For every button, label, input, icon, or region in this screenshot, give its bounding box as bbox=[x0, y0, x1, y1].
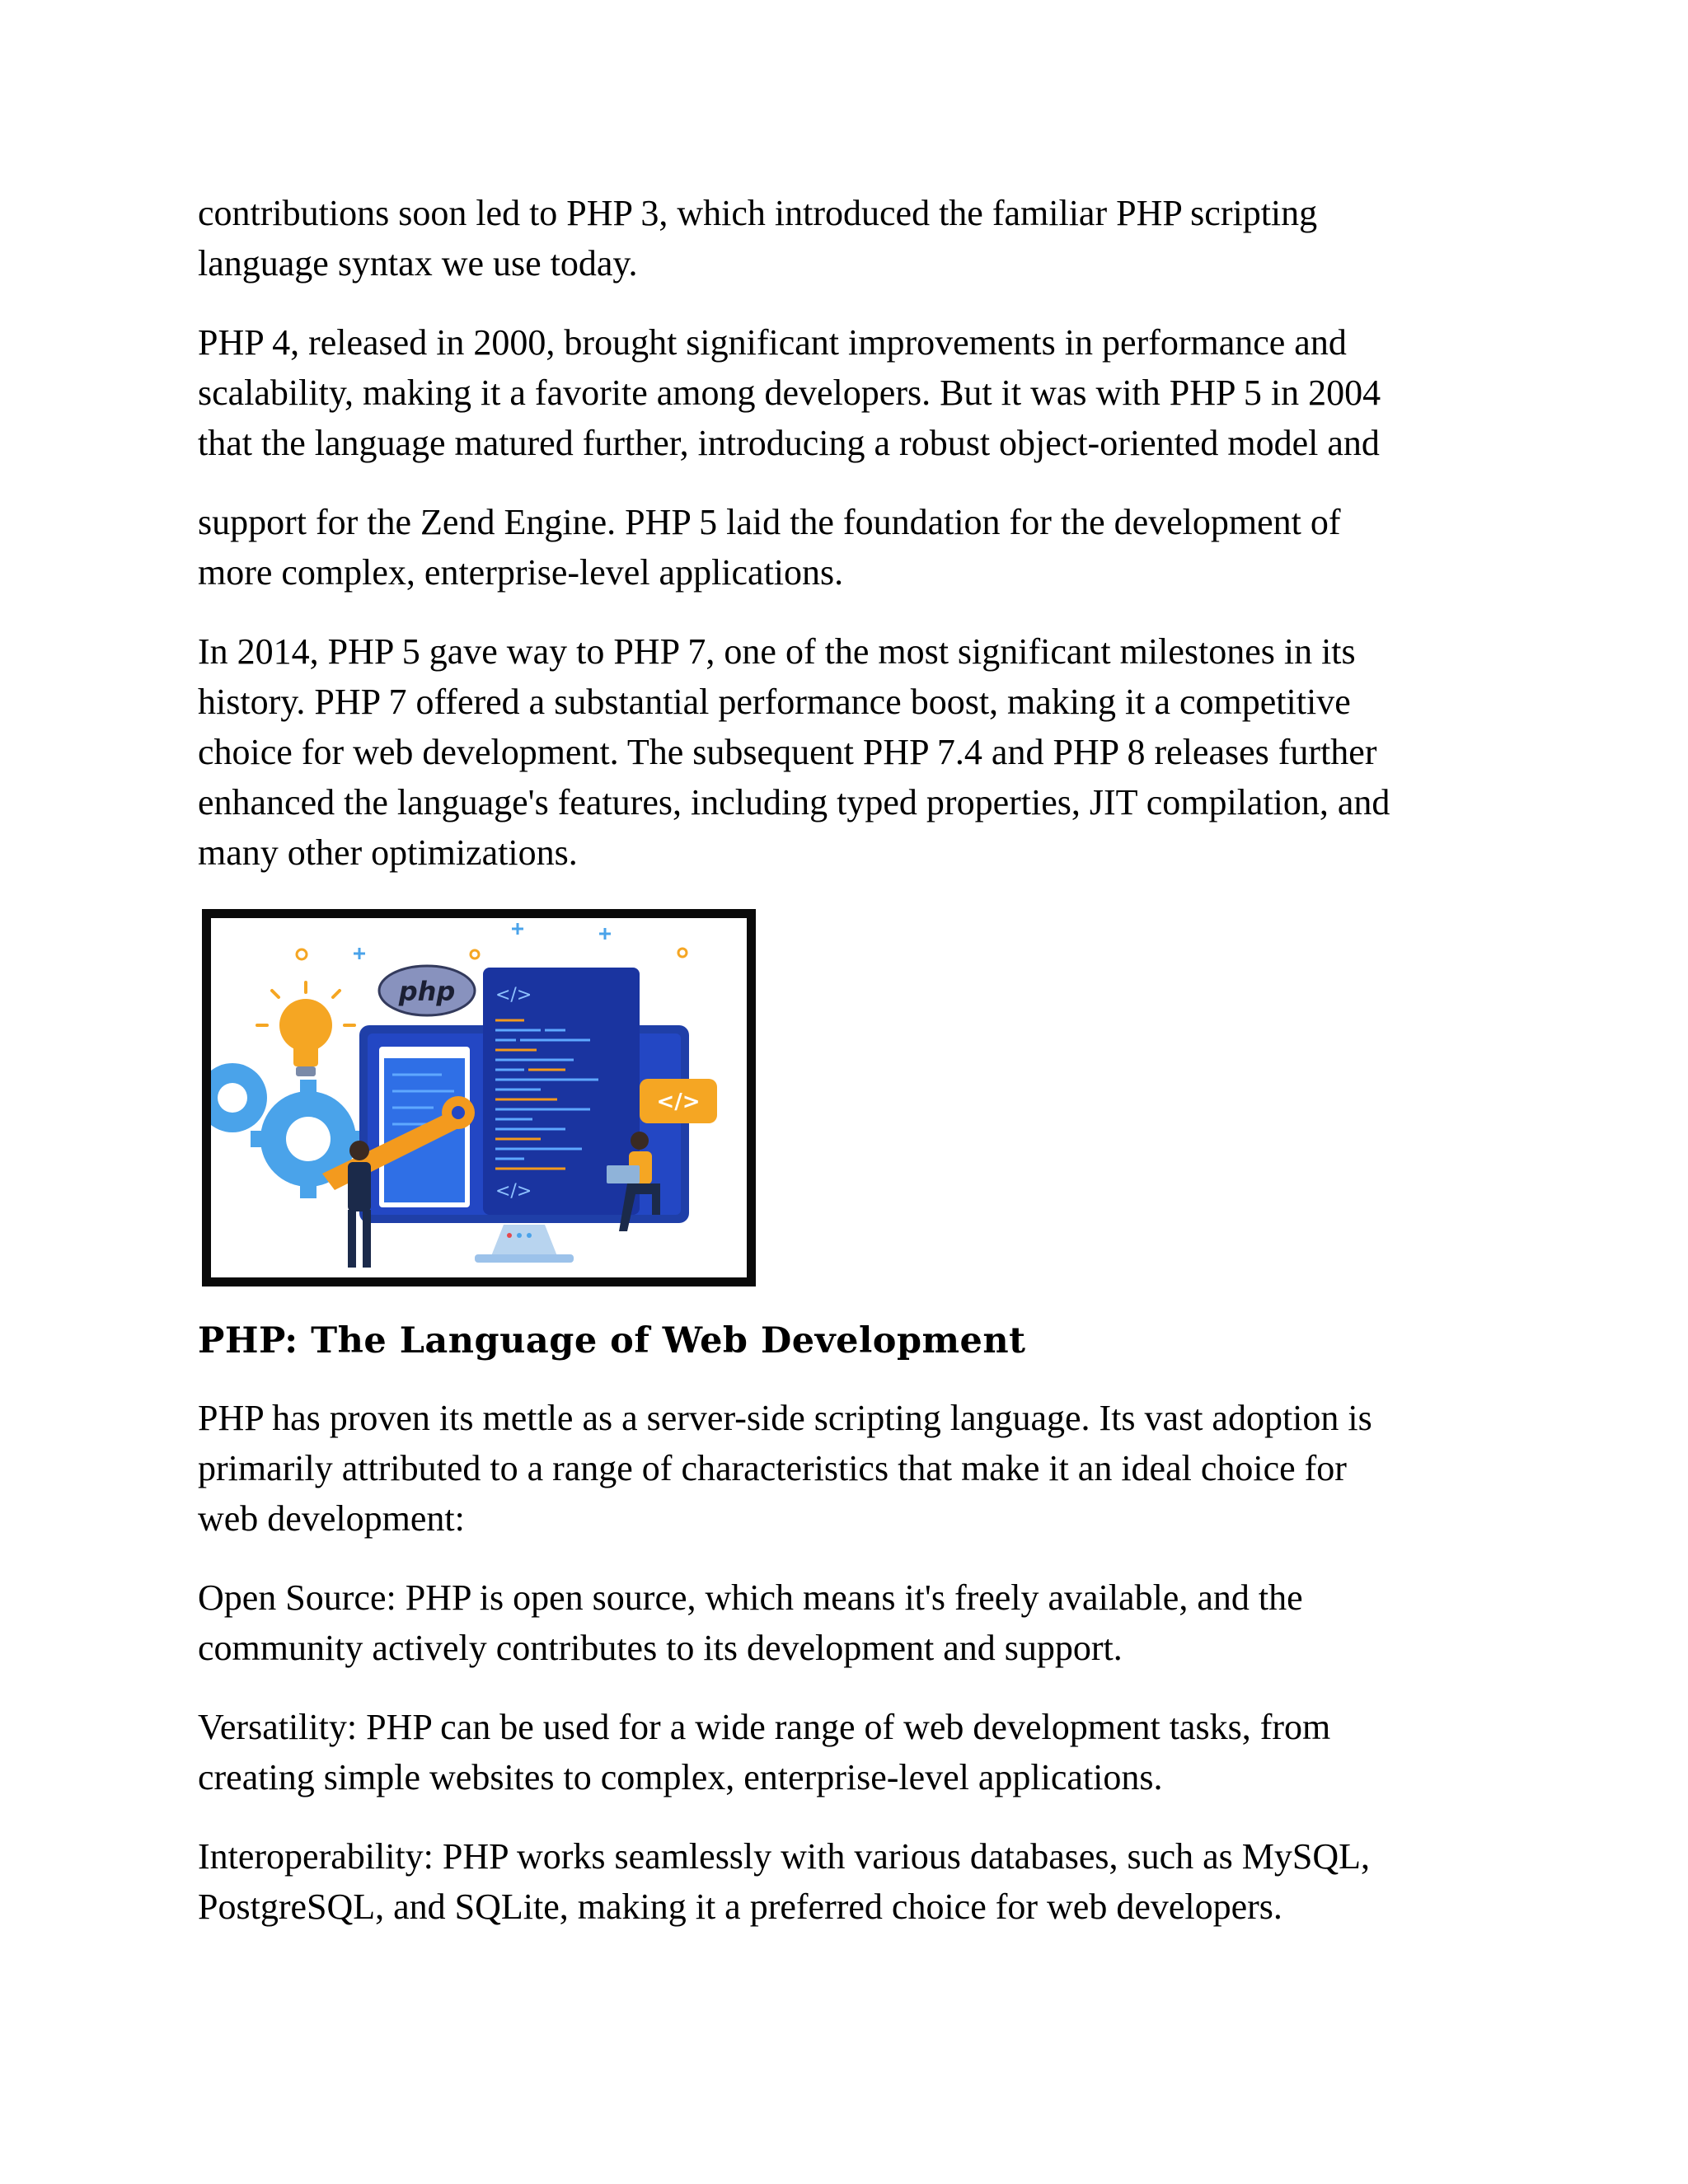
php-logo-text: php bbox=[398, 976, 456, 1007]
text-line: Open Source: PHP is open source, which means it's freely available, and the bbox=[198, 1577, 1303, 1618]
text-line: that the language matured further, introducing a robust object-oriented model and bbox=[198, 423, 1380, 463]
php-logo bbox=[379, 966, 475, 1015]
text-line: choice for web development. The subsequent PHP 7.4 and PHP 8 releases further bbox=[198, 732, 1377, 772]
code-bubble bbox=[640, 1079, 717, 1123]
text-line: creating simple websites to complex, enterprise-level applications. bbox=[198, 1757, 1163, 1797]
paragraph-php3 bbox=[198, 188, 1533, 288]
text-line: PostgreSQL, and SQLite, making it a preferred choice for web developers. bbox=[198, 1886, 1282, 1927]
text-line: Versatility: PHP can be used for a wide range of web development tasks, from bbox=[198, 1707, 1331, 1747]
code-tag-bottom: </> bbox=[495, 1181, 532, 1202]
text-line: support for the Zend Engine. PHP 5 laid the foundation for the development of bbox=[198, 502, 1341, 542]
text-line: scalability, making it a favorite among developers. But it was with PHP 5 in 2004 bbox=[198, 373, 1381, 413]
paragraph-php-overview bbox=[198, 1393, 1533, 1544]
text-line: PHP 4, released in 2000, brought significant improvements in performance and bbox=[198, 322, 1347, 363]
paragraph-open-source bbox=[198, 1572, 1533, 1673]
text-line: In 2014, PHP 5 gave way to PHP 7, one of the most significant milestones in its bbox=[198, 631, 1356, 672]
text-line: community actively contributes to its development and support. bbox=[198, 1628, 1123, 1668]
text-line: history. PHP 7 offered a substantial performance boost, making it a competitive bbox=[198, 682, 1351, 722]
text-line: contributions soon led to PHP 3, which introduced the familiar PHP scripting bbox=[198, 193, 1318, 233]
paragraph-interoperability bbox=[198, 1831, 1533, 1932]
php-development-illustration bbox=[202, 909, 756, 1286]
decoration-plus-signs bbox=[354, 923, 611, 959]
paragraph-versatility bbox=[198, 1702, 1533, 1802]
text-line: language syntax we use today. bbox=[198, 243, 638, 284]
lightbulb-icon bbox=[257, 982, 354, 1076]
illustration-svg bbox=[211, 918, 747, 1277]
section-heading: PHP: The Language of Web Development bbox=[198, 1320, 1026, 1361]
code-tag-top: </> bbox=[495, 985, 532, 1005]
code-bubble-text: </> bbox=[656, 1090, 701, 1114]
paragraph-php4-php5 bbox=[198, 317, 1533, 468]
text-line: Interoperability: PHP works seamlessly with various databases, such as MySQL, bbox=[198, 1836, 1371, 1877]
text-line: many other optimizations. bbox=[198, 832, 578, 873]
text-line: enhanced the language's features, including typed properties, JIT compilation, and bbox=[198, 782, 1390, 823]
paragraph-zend-engine bbox=[198, 497, 1533, 598]
text-line: primarily attributed to a range of characteristics that make it an ideal choice for bbox=[198, 1448, 1347, 1488]
paragraph-php7 bbox=[198, 626, 1533, 878]
text-line: more complex, enterprise-level applications. bbox=[198, 552, 844, 593]
text-line: web development: bbox=[198, 1498, 465, 1539]
text-line: PHP has proven its mettle as a server-side scripting language. Its vast adoption is bbox=[198, 1398, 1372, 1438]
